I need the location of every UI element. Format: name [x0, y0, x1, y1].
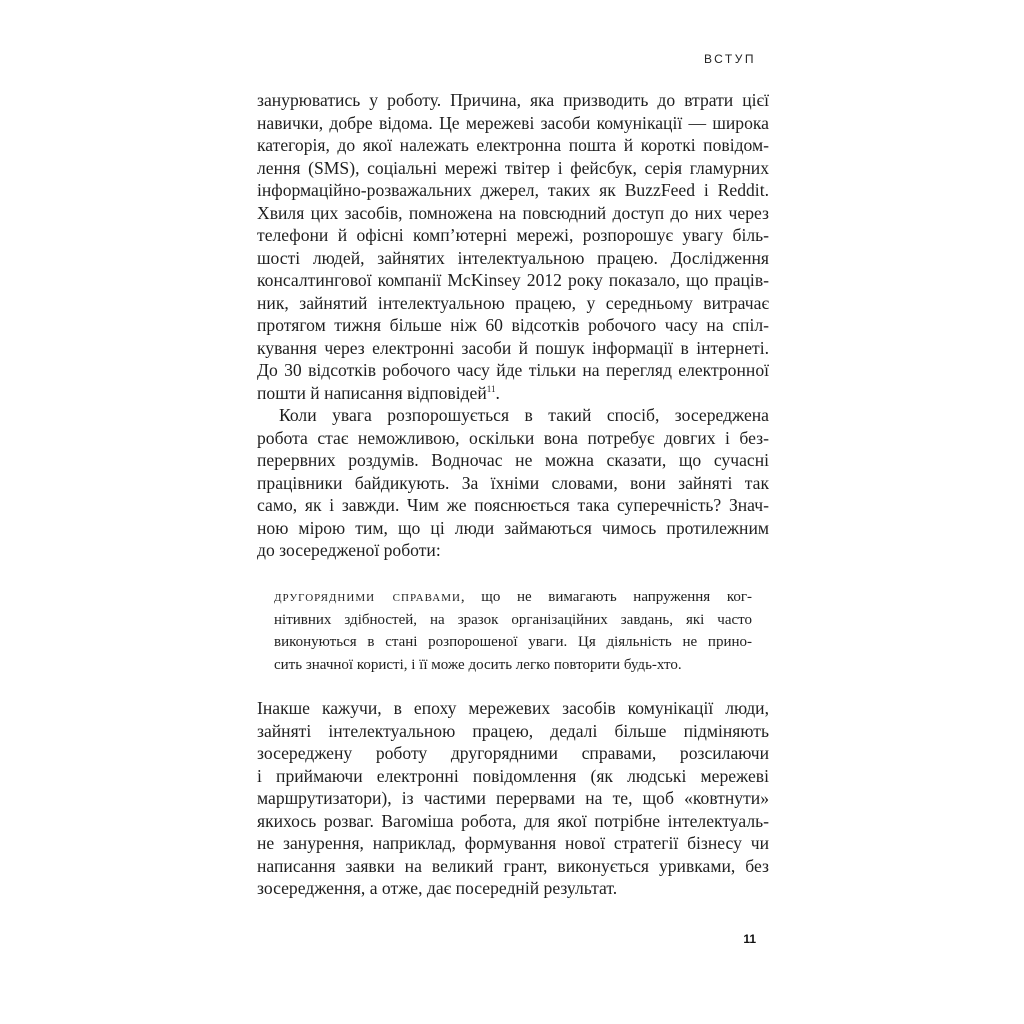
text-line: написання заявки на великий грант, виконується уривками, без	[257, 855, 769, 876]
text-line: Інакше кажучи, в епоху мережевих засобів комунікації люди,	[257, 698, 769, 718]
text-line: інформаційно-розважальних джерел, таких як BuzzFeed і Reddit.	[257, 180, 769, 200]
text-line: зосереджену роботу другорядними справами, розсилаючи	[257, 743, 769, 763]
text-line: робота стає неможливою, оскільки вона потребує довгих і без-	[257, 427, 769, 448]
text-line: категорія, до якої належать електронна пошта й короткі повідом-	[257, 135, 769, 155]
quote-line: нітивних здібностей, на зразок організаційних завдань, які часто	[274, 611, 752, 628]
text-line: навички, добре відома. Це мережеві засоби комунікації — широка	[257, 112, 769, 133]
text-line: До 30 відсотків робочого часу йде тільки на перегляд електронної	[257, 360, 769, 380]
paragraph-1	[257, 89, 769, 404]
quote-text: , що не вимагають напруження ког-	[460, 589, 752, 605]
quote-line: сить значної користі, і її може досить легко повторити будь-хто.	[274, 656, 682, 673]
sentence-end: .	[495, 382, 500, 403]
quote-line: виконуються в стані розпорошеної уваги. Ця діяльність не прино-	[274, 634, 752, 650]
text-line: консалтингової компанії McKinsey 2012 року показало, що праців-	[257, 270, 769, 290]
block-quote	[274, 586, 752, 676]
text-line: зосередження, а отже, дає посередній результат.	[257, 878, 618, 898]
text-line: само, як і завжди. Чим же пояснюється така суперечність? Знач-	[257, 495, 769, 515]
text-line: перервних роздумів. Водночас не можна сказати, що сучасні	[257, 450, 769, 470]
text-line: протягом тижня більше ніж 60 відсотків робочого часу на спіл-	[257, 315, 769, 335]
text-line: пошти й написання відповідей$^{11}$.	[257, 382, 500, 403]
quote-line	[274, 586, 752, 609]
text-line: працівники байдикують. За їхніми словами, вони зайняті так	[257, 472, 769, 493]
text-line: не занурення, наприклад, формування нової стратегії бізнесу чи	[257, 833, 769, 853]
running-header: ВСТУП	[704, 52, 756, 66]
text-line: маршрутизатори), із частими перервами на те, щоб «ковтнути»	[257, 788, 769, 808]
text-line: Коли увага розпорошується в такий спосіб, зосереджена	[279, 405, 769, 425]
text-line: до зосередженої роботи:	[257, 540, 441, 560]
page-number: 11	[743, 932, 756, 946]
quote-term: другорядними справами	[274, 589, 461, 605]
paragraph-3	[257, 697, 769, 900]
text-line: Хвиля цих засобів, помножена на повсюдний доступ до них через	[257, 202, 769, 223]
text-line: ник, зайнятий інтелектуальною працею, у середньому витрачає	[257, 292, 769, 313]
text-line: шості людей, зайнятих інтелектуальною працею. Дослідження	[257, 247, 769, 268]
text-line: і приймаючи електронні повідомлення (як людські мережеві	[257, 765, 769, 786]
text-line: занурюватись у роботу. Причина, яка призводить до втрати цієї	[257, 90, 769, 110]
footnote-reference[interactable]: 11	[486, 383, 496, 394]
paragraph-2	[257, 404, 769, 562]
text-line: лення (SMS), соціальні мережі твітер і фейсбук, серія гламурних	[257, 157, 769, 178]
text-line: ною мірою тим, що ці люди займаються чимось протилежним	[257, 517, 769, 538]
text-line: телефони й офісні комп’ютерні мережі, розпорошує увагу біль-	[257, 225, 769, 245]
text-line: зайняті інтелектуальною працею, дедалі більше підміняють	[257, 720, 769, 741]
text-line: якихось розваг. Вагоміша робота, для якої потрібне інтелектуаль-	[257, 810, 769, 831]
text-line: кування через електронні засоби й пошук інформації в інтернеті.	[257, 337, 769, 358]
